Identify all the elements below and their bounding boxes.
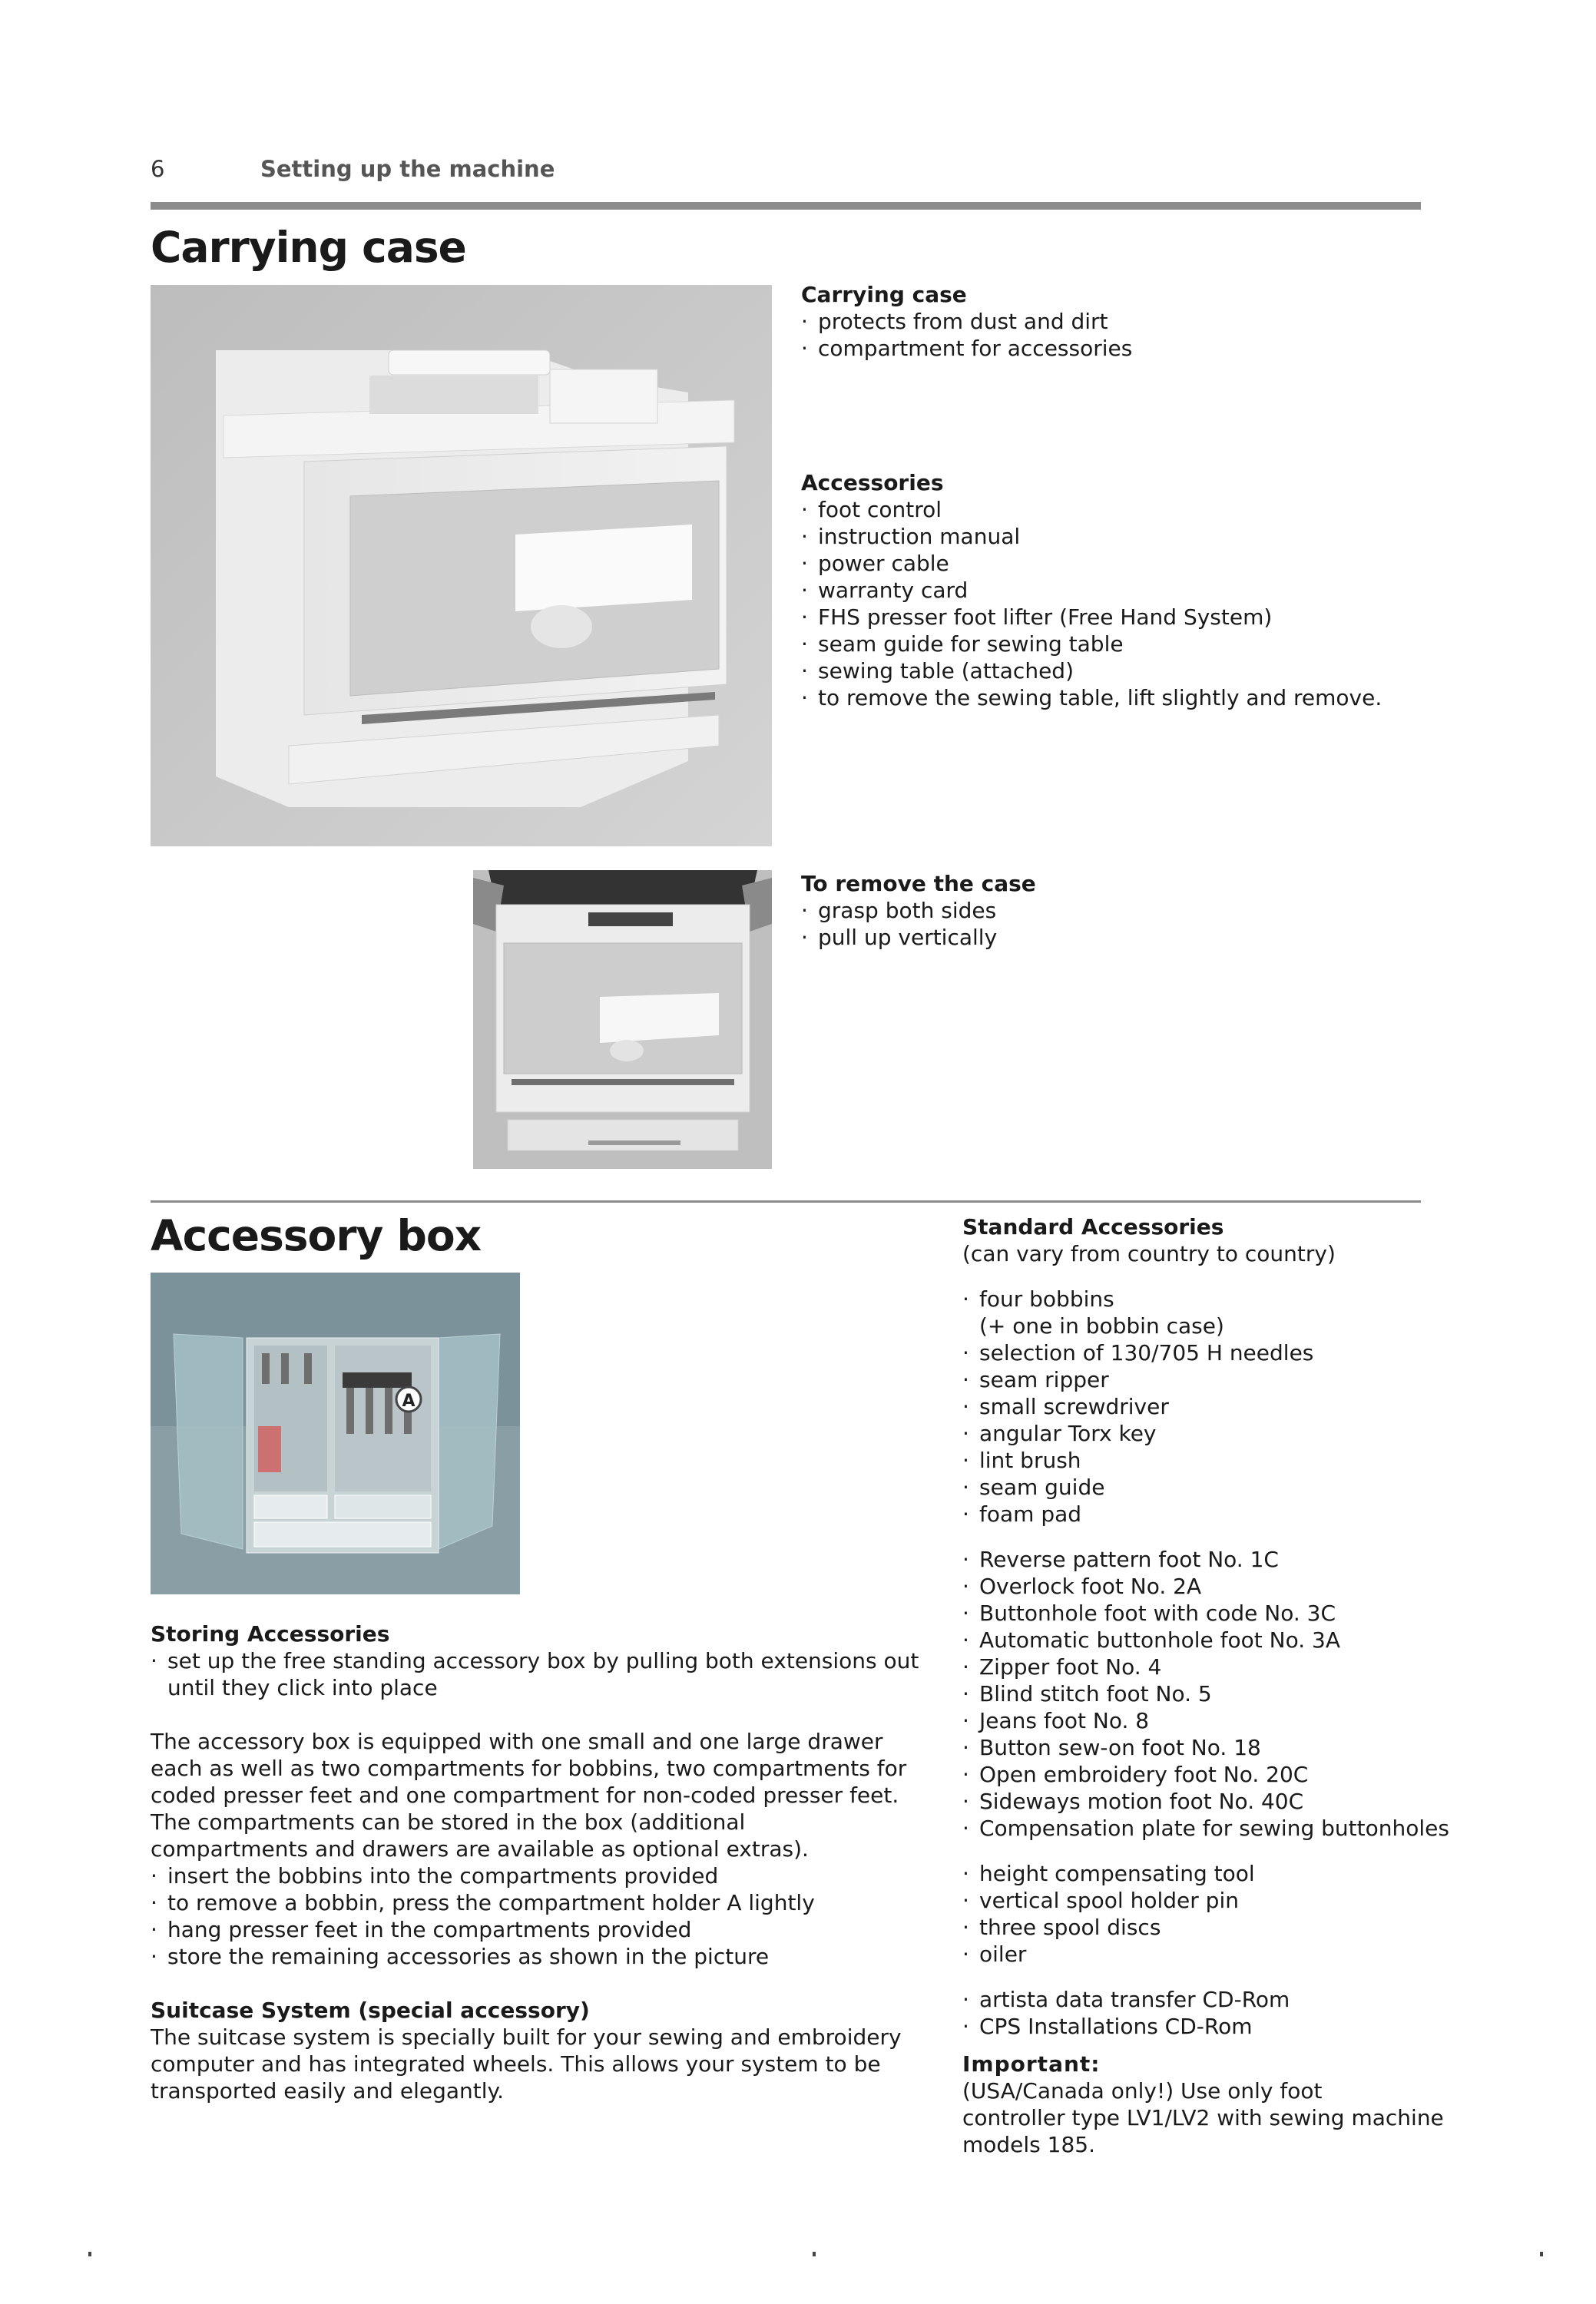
section-rule bbox=[151, 1200, 1421, 1203]
crop-mark bbox=[813, 2252, 816, 2256]
carrying-case-illustration bbox=[151, 285, 772, 846]
list-item: · oiler bbox=[962, 1941, 1577, 1968]
list-item: · Jeans foot No. 8 bbox=[962, 1707, 1577, 1734]
running-header: Setting up the machine bbox=[260, 156, 555, 182]
list-item: · to remove a bobbin, press the compartment holder A lightly bbox=[151, 1889, 934, 1916]
list-item: · Zipper foot No. 4 bbox=[962, 1654, 1577, 1680]
remove-case-title: To remove the case bbox=[801, 871, 1036, 896]
list-item: · selection of 130/705 H needles bbox=[962, 1339, 1577, 1366]
list-item: · seam ripper bbox=[962, 1366, 1577, 1393]
description-line: The accessory box is equipped with one small and one large drawer bbox=[151, 1729, 883, 1754]
list-item: · instruction manual bbox=[801, 523, 1439, 550]
list-item: · FHS presser foot lifter (Free Hand System) bbox=[801, 604, 1439, 631]
page-number: 6 bbox=[151, 156, 165, 182]
standard-accessories-subtitle: (can vary from country to country) bbox=[962, 1241, 1336, 1266]
crop-mark bbox=[88, 2252, 91, 2256]
list-item: · power cable bbox=[801, 550, 1439, 577]
list-item: · to remove the sewing table, lift slightly and remove. bbox=[801, 684, 1439, 711]
accessory-box-illustration bbox=[151, 1273, 520, 1594]
accessory-group-4 bbox=[962, 1986, 1577, 2040]
list-item: · store the remaining accessories as shown in the picture bbox=[151, 1943, 934, 1970]
suitcase-line: The suitcase system is specially built for your sewing and embroidery bbox=[151, 2024, 902, 2050]
accessory-box-heading: Accessory box bbox=[151, 1211, 482, 1260]
list-item: · Button sew-on foot No. 18 bbox=[962, 1734, 1577, 1761]
list-item: · three spool discs bbox=[962, 1914, 1577, 1941]
list-item: · pull up vertically bbox=[801, 924, 1416, 951]
header-rule bbox=[151, 202, 1421, 210]
accessory-group-2 bbox=[962, 1546, 1577, 1842]
list-item bbox=[151, 1647, 934, 1701]
bobbins-line1: · four bobbins bbox=[979, 1286, 1114, 1312]
accessory-box-photo bbox=[151, 1273, 520, 1594]
description-line: each as well as two compartments for bobbins, two compartments for bbox=[151, 1756, 907, 1781]
carrying-case-subtitle: Carrying case bbox=[801, 282, 967, 307]
accessories-block bbox=[801, 469, 1439, 711]
list-item: · foot control bbox=[801, 496, 1439, 523]
list-item: · artista data transfer CD-Rom bbox=[962, 1986, 1577, 2013]
list-item: · Sideways motion foot No. 40C bbox=[962, 1788, 1577, 1815]
standard-accessories-block bbox=[962, 1213, 1577, 2158]
description-line: compartments and drawers are available as optional extras). bbox=[151, 1836, 809, 1862]
list-item: · vertical spool holder pin bbox=[962, 1887, 1577, 1914]
carrying-case-block bbox=[801, 281, 1431, 362]
important-line: controller type LV1/LV2 with sewing machine bbox=[962, 2105, 1444, 2130]
accessories-title: Accessories bbox=[801, 470, 944, 495]
list-item: · lint brush bbox=[962, 1447, 1577, 1474]
crop-mark bbox=[1540, 2252, 1543, 2256]
list-item: · Blind stitch foot No. 5 bbox=[962, 1680, 1577, 1707]
list-item: · Overlock foot No. 2A bbox=[962, 1573, 1577, 1600]
suitcase-line: computer and has integrated wheels. This allows your system to be bbox=[151, 2051, 881, 2077]
suitcase-title: Suitcase System (special accessory) bbox=[151, 1998, 590, 2023]
remove-case-photo bbox=[473, 870, 772, 1169]
storing-title: Storing Accessories bbox=[151, 1621, 390, 1647]
list-item: · protects from dust and dirt bbox=[801, 308, 1431, 335]
important-line: (USA/Canada only!) Use only foot bbox=[962, 2078, 1323, 2104]
list-item: · insert the bobbins into the compartments provided bbox=[151, 1862, 934, 1889]
accessory-group-1 bbox=[962, 1286, 1577, 1528]
list-item: · seam guide bbox=[962, 1474, 1577, 1501]
list-item: · Compensation plate for sewing buttonholes bbox=[962, 1815, 1577, 1842]
list-item: · compartment for accessories bbox=[801, 335, 1431, 362]
list-item: · height compensating tool bbox=[962, 1860, 1577, 1887]
list-item: · seam guide for sewing table bbox=[801, 631, 1439, 657]
list-item: · angular Torx key bbox=[962, 1420, 1577, 1447]
list-item bbox=[962, 1286, 1577, 1339]
list-item: · small screwdriver bbox=[962, 1393, 1577, 1420]
list-item: · foam pad bbox=[962, 1501, 1577, 1528]
important-line: models 185. bbox=[962, 2132, 1096, 2157]
description-line: The compartments can be stored in the box (additional bbox=[151, 1809, 746, 1835]
remove-case-block bbox=[801, 870, 1416, 951]
remove-case-illustration bbox=[473, 870, 772, 1169]
bobbins-line2: (+ one in bobbin case) bbox=[979, 1313, 1224, 1339]
suitcase-line: transported easily and elegantly. bbox=[151, 2078, 505, 2104]
list-item: · grasp both sides bbox=[801, 897, 1416, 924]
carrying-case-photo bbox=[151, 285, 772, 846]
list-item: · CPS Installations CD-Rom bbox=[962, 2013, 1577, 2040]
list-item: · hang presser feet in the compartments provided bbox=[151, 1916, 934, 1943]
storing-item-line2: until they click into place bbox=[167, 1675, 438, 1700]
list-item: · Reverse pattern foot No. 1C bbox=[962, 1546, 1577, 1573]
storing-accessories-block bbox=[151, 1620, 934, 2104]
storing-item-line1: · set up the free standing accessory box by pulling both extensions out bbox=[167, 1648, 919, 1673]
standard-accessories-title: Standard Accessories bbox=[962, 1214, 1224, 1240]
list-item: · Buttonhole foot with code No. 3C bbox=[962, 1600, 1577, 1627]
compartment-label-a: A bbox=[402, 1392, 416, 1411]
accessory-group-3 bbox=[962, 1860, 1577, 1968]
carrying-case-heading: Carrying case bbox=[151, 223, 466, 272]
list-item: · Open embroidery foot No. 20C bbox=[962, 1761, 1577, 1788]
list-item: · warranty card bbox=[801, 577, 1439, 604]
description-line: coded presser feet and one compartment for non-coded presser feet. bbox=[151, 1783, 899, 1808]
list-item: · sewing table (attached) bbox=[801, 657, 1439, 684]
important-title: Important: bbox=[962, 2051, 1101, 2077]
list-item: · Automatic buttonhole foot No. 3A bbox=[962, 1627, 1577, 1654]
